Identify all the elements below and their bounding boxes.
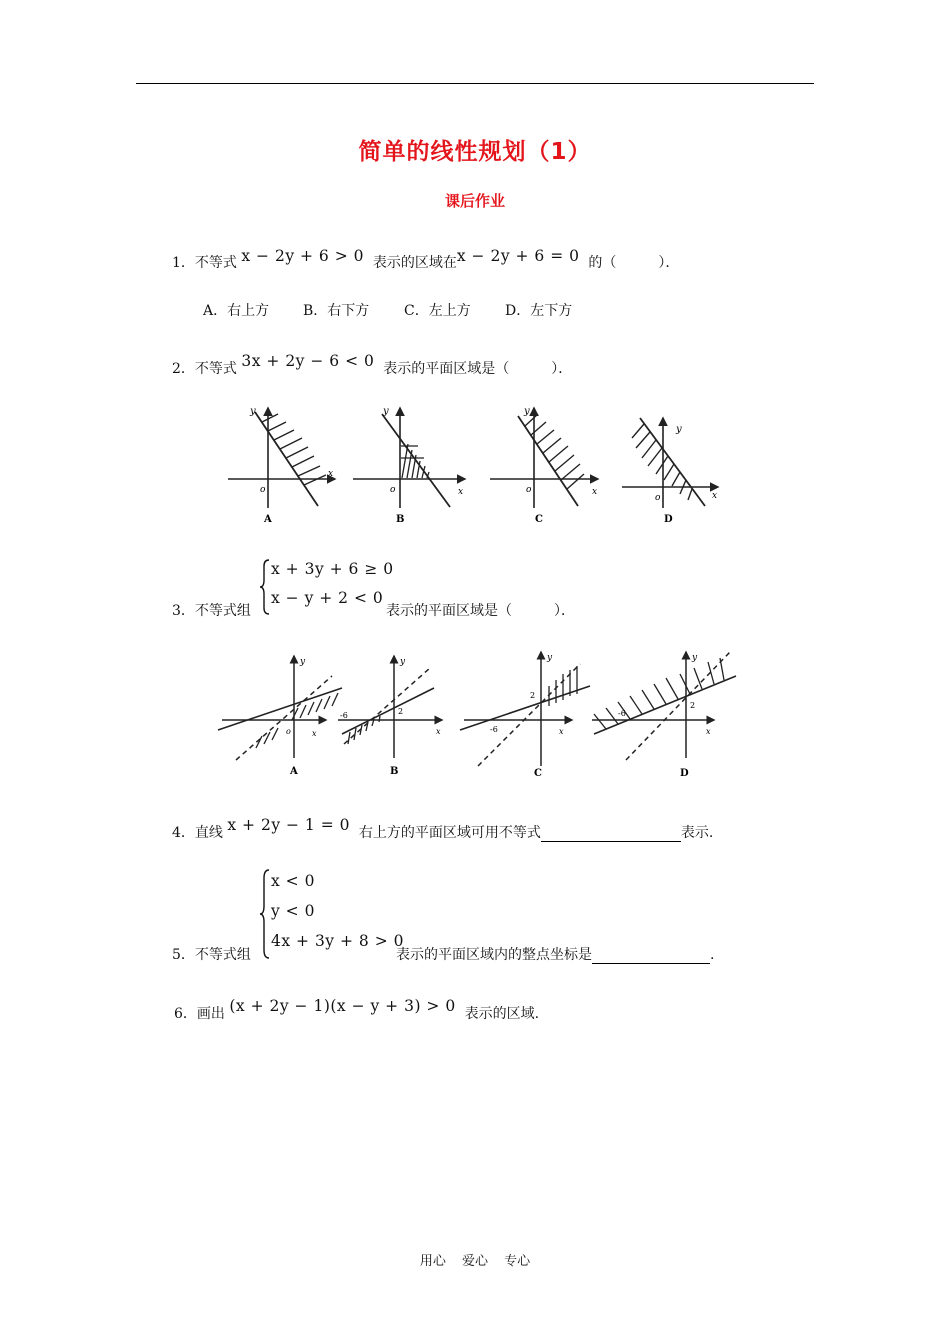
tick-label: -6 <box>618 709 626 718</box>
page-title: 简单的线性规划（1） <box>358 139 592 165</box>
question-number: 2． <box>172 361 195 377</box>
inequality-line: x < 0 <box>271 872 315 890</box>
question-text: 不等式组 <box>194 947 251 963</box>
question-number: 4． <box>172 825 195 841</box>
question-number: 6． <box>174 1006 197 1022</box>
axis-x-label: x <box>436 727 441 736</box>
axis-y-label: y <box>383 406 389 417</box>
axis-y-label: y <box>300 657 306 667</box>
axis-x-label: x <box>712 491 718 501</box>
question-text: 表示的区域. <box>464 1006 540 1022</box>
question-text: 表示的区域在 <box>372 255 457 271</box>
question-text: . <box>710 947 715 963</box>
question-1 <box>172 247 680 272</box>
inequality-line: 4x + 3y + 8 > 0 <box>271 932 404 950</box>
q2-figure-a[interactable] <box>228 406 335 525</box>
axis-x-label: x <box>559 727 564 736</box>
math-expression: (x + 2y − 1)(x − y + 3) > 0 <box>229 997 456 1015</box>
q2-figures <box>220 400 740 530</box>
question-text: 的（ ）． <box>588 255 680 271</box>
q1-option-d[interactable]: D．左下方 <box>505 303 573 319</box>
q1-option-b[interactable]: B．右下方 <box>303 303 370 319</box>
axis-x-label: x <box>592 487 598 497</box>
q1-option-c[interactable]: C．左上方 <box>404 303 471 319</box>
question-text: 表示的平面区域内的整点坐标是 <box>396 947 592 963</box>
question-text: 直线 <box>194 825 223 841</box>
answer-blank[interactable] <box>541 825 681 842</box>
question-text: 表示. <box>680 825 714 841</box>
q3-figure-b[interactable] <box>338 656 442 777</box>
inequality-line: x − y + 2 < 0 <box>271 589 384 607</box>
axis-y-label: y <box>524 406 530 417</box>
q1-option-a[interactable]: A．右上方 <box>203 303 270 319</box>
question-text: 不等式组 <box>194 603 251 619</box>
axis-x-label: x <box>706 727 711 736</box>
math-expression: 3x + 2y − 6 < 0 <box>241 352 375 370</box>
header-rule <box>136 83 814 84</box>
q3-figure-d[interactable] <box>592 652 736 779</box>
q2-figure-d[interactable] <box>622 418 718 525</box>
question-number: 5． <box>172 947 195 963</box>
brace-icon <box>259 868 271 960</box>
q2-figure-c[interactable] <box>490 406 598 525</box>
question-5 <box>172 944 251 964</box>
q3-figures <box>214 648 744 783</box>
tick-label: 2 <box>530 691 536 700</box>
origin-label: o <box>526 485 532 495</box>
q5-inequality-system <box>259 868 404 960</box>
figure-label: D <box>680 768 689 779</box>
figure-label: B <box>396 514 405 525</box>
figure-label: B <box>390 766 399 777</box>
axis-y-label: y <box>250 406 256 417</box>
question-text: 不等式 <box>194 361 237 377</box>
figure-label: D <box>664 514 673 525</box>
q5-tail <box>396 944 714 964</box>
question-number: 1． <box>172 255 195 271</box>
question-text: 画出 <box>196 1006 225 1022</box>
origin-label: o <box>260 485 266 495</box>
page-footer: 用心 爱心 专心 <box>419 1254 531 1269</box>
question-text: 右上方的平面区域可用不等式 <box>358 825 541 841</box>
axis-y-label: y <box>547 653 553 663</box>
axis-x-label: x <box>458 487 464 497</box>
axis-x-label: x <box>312 729 317 738</box>
question-4 <box>172 816 714 842</box>
math-expression: x − 2y + 6 = 0 <box>456 247 580 265</box>
figure-label: C <box>535 514 543 525</box>
page-subtitle: 课后作业 <box>444 192 505 210</box>
figure-label: A <box>264 514 272 525</box>
tick-label: -6 <box>490 725 498 734</box>
question-number: 3． <box>172 603 195 619</box>
origin-label: o <box>286 727 291 736</box>
brace-icon <box>259 558 271 616</box>
axis-y-label: y <box>676 424 682 435</box>
question-3 <box>172 600 251 620</box>
question-text: 不等式 <box>194 255 237 271</box>
figure-label: C <box>534 768 542 779</box>
inequality-line: y < 0 <box>271 902 315 920</box>
question-2 <box>172 352 573 378</box>
inequality-line: x + 3y + 6 ≥ 0 <box>271 560 394 578</box>
question-6 <box>174 997 540 1023</box>
axis-y-label: y <box>400 657 406 667</box>
q3-inequality-system <box>259 558 394 616</box>
tick-label: 2 <box>690 701 696 710</box>
q3-tail: 表示的平面区域是（ ）． <box>386 603 575 619</box>
math-expression: x − 2y + 6 > 0 <box>241 247 364 265</box>
tick-label: -6 <box>340 711 348 720</box>
tick-label: 2 <box>398 707 404 716</box>
axis-x-label: x <box>328 469 334 479</box>
origin-label: o <box>655 493 661 503</box>
answer-blank[interactable] <box>592 947 710 964</box>
figure-label: A <box>290 766 298 777</box>
q2-figure-b[interactable] <box>353 406 465 525</box>
math-expression: x + 2y − 1 = 0 <box>227 816 350 834</box>
q3-figure-c[interactable] <box>460 652 590 779</box>
axis-y-label: y <box>692 653 698 663</box>
q3-figure-a[interactable] <box>218 656 342 777</box>
origin-label: o <box>390 485 396 495</box>
question-text: 表示的平面区域是（ ）． <box>383 361 573 377</box>
